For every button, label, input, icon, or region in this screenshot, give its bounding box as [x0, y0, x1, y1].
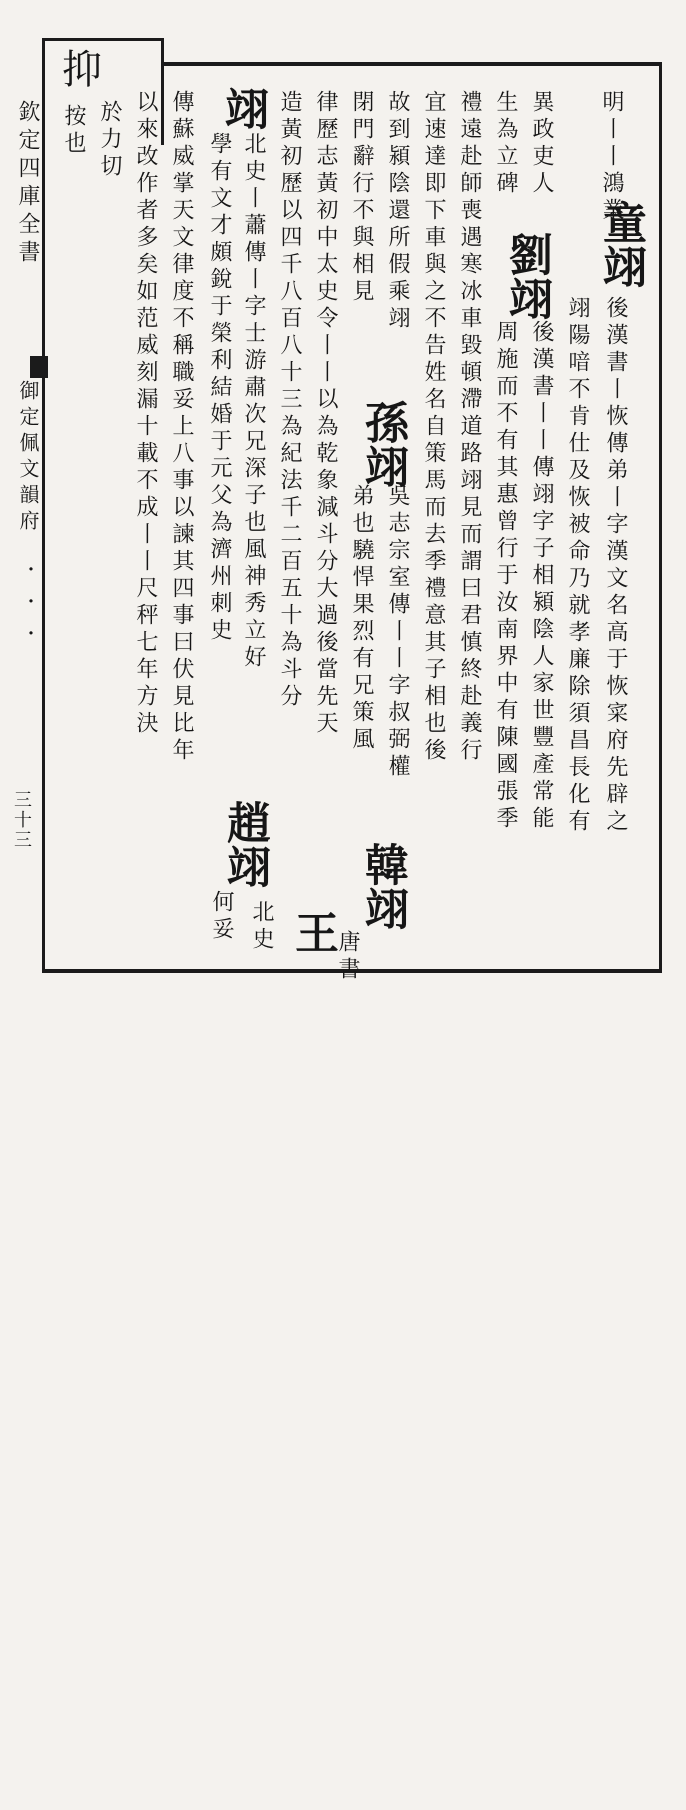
- frame-right-rule: [659, 62, 662, 973]
- headword-character: 抑: [62, 47, 102, 93]
- margin-volume-marks: ・・・: [19, 560, 40, 656]
- entry-heading: 孫翊: [357, 400, 408, 488]
- entry-heading: 翊: [217, 86, 268, 130]
- margin-fishtail-mark: [30, 356, 48, 378]
- text-column: 吳志宗室傳丨丨字叔弼權: [385, 484, 410, 781]
- text-column: 學有文才頗銳于榮利結婚于元父為濟州刺史: [207, 132, 232, 645]
- text-column: 異政吏人: [529, 90, 554, 198]
- text-column: 翊陽喑不肯仕及恢被命乃就孝廉除須昌長化有: [565, 296, 590, 836]
- text-column: 以來改作者多矣如范威刻漏十載不成丨丨尺秤七年方決: [133, 90, 158, 738]
- text-column: 於力切: [97, 100, 122, 181]
- text-column: 唐書: [335, 930, 360, 984]
- frame-left-rule: [42, 40, 45, 973]
- frame-top-rule: [158, 62, 662, 66]
- text-column: 後漢書丨丨傳翊字子相潁陰人家世豐產常能: [529, 320, 554, 833]
- entry-heading: 王: [287, 910, 338, 954]
- text-column: 故到潁陰還所假乘翊: [385, 90, 410, 333]
- text-column: 傳蘇威掌天文律度不稱職妥上八事以諫其四事曰伏見比年: [169, 90, 194, 765]
- text-column: 周施而不有其惠曾行于汝南界中有陳國張季: [493, 320, 518, 833]
- entry-heading: 童翊: [595, 200, 646, 288]
- text-column: 後漢書丨恢傳弟丨字漢文名高于恢寀府先辟之: [603, 296, 628, 836]
- margin-collection-title: 欽定四庫全書: [15, 100, 40, 268]
- text-column: 弟也驍悍果烈有兄策風: [349, 484, 374, 754]
- entry-heading: 趙翊: [219, 800, 270, 888]
- text-column: 北史丨蕭傳丨字士游肅次兄深子也風神秀立好: [241, 132, 266, 672]
- margin-book-title: 御定佩文韻府: [16, 380, 40, 536]
- text-column: 宜速達即下車與之不告姓名自策馬而去季禮意其子相也後: [421, 90, 446, 765]
- entry-heading: 韓翊: [357, 842, 408, 930]
- text-column: 造黃初歷以四千八百八十三為紀法千二百五十為斗分: [277, 90, 302, 711]
- text-column: 按也: [61, 104, 86, 158]
- text-column: 明丨丨鴻業: [599, 90, 624, 225]
- text-column: 禮遠赴師喪遇寒冰車毀頓滯道路翊見而謂曰君慎終赴義行: [457, 90, 482, 765]
- margin-page-number: 三十三: [11, 790, 32, 850]
- text-column: 律歷志黃初中太史令丨丨以為乾象減斗分大過後當先天: [313, 90, 338, 738]
- text-column: 北史: [249, 900, 274, 954]
- entry-heading: 劉翊: [501, 232, 552, 320]
- text-column: 閉門辭行不與相見: [349, 90, 374, 306]
- text-column: 生為立碑: [493, 90, 518, 198]
- text-column: 何妥: [209, 890, 234, 944]
